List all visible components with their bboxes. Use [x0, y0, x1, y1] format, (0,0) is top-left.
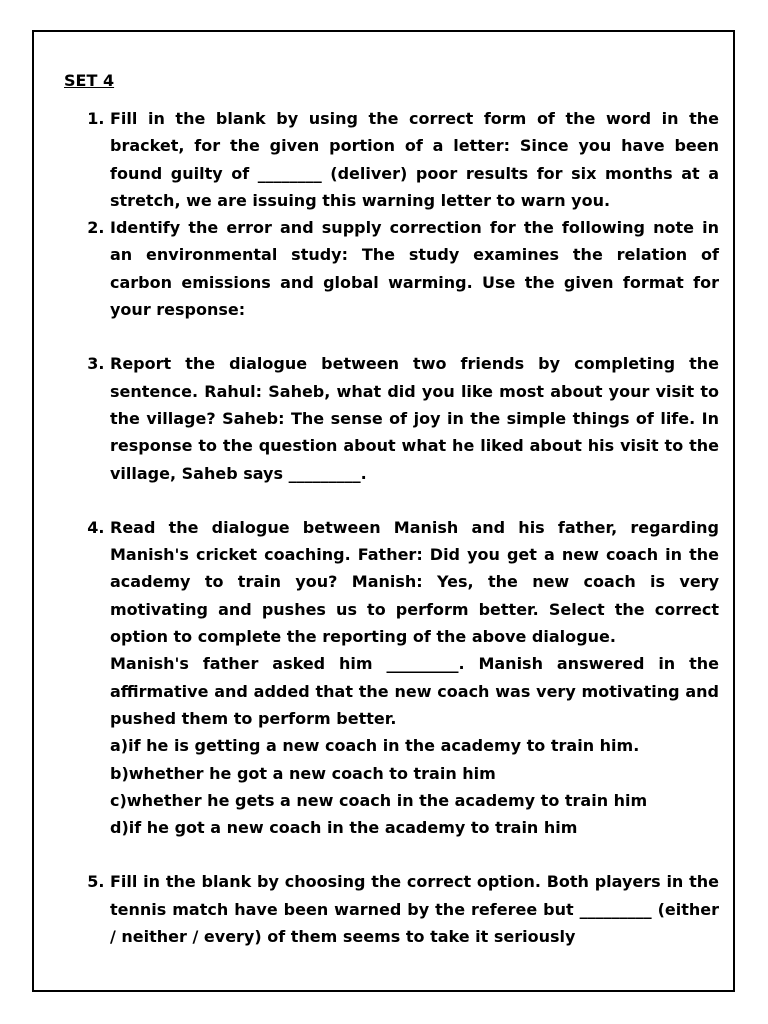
question-4 — [110, 514, 719, 842]
question-4-reporting: Manish's father asked him _________. Manish answered in the affirmative and added that the new coach was very motivating and pushed them to perform better. — [110, 654, 719, 728]
option-b: b)whether he got a new coach to train him — [110, 763, 496, 783]
question-3-text: Report the dialogue between two friends by completing the sentence. Rahul: Saheb, what did you like most about your visit to the village? Saheb: The sense of joy in the simple things of life. In response to the question about what he liked about his visit to the village, Saheb says _________. — [110, 354, 719, 483]
question-2-text: Identify the error and supply correction for the following note in an environmental study: The study examines the relation of carbon emissions and global warming. Use the given format for your response: — [110, 218, 719, 320]
option-d: d)if he got a new coach in the academy to train him — [110, 818, 578, 838]
question-5 — [110, 868, 719, 950]
question-list — [64, 105, 719, 950]
set-title: SET 4 — [64, 71, 115, 90]
question-1 — [110, 105, 719, 214]
question-3 — [110, 350, 719, 486]
question-2 — [110, 214, 719, 323]
option-c: c)whether he gets a new coach in the academy to train him — [110, 790, 648, 810]
question-4-text: 4. Read the dialogue between Manish and his father, regarding Manish's cricket coaching. Father: Did you get a new coach in the academy to train you? Manish: Yes, the new coach is very motivating and pushes us to perform better. Select the correct option to complete the reporting of the above dialogue. — [110, 517, 719, 647]
question-5-text: Fill in the blank by choosing the correct option. Both players in the tennis match have been warned by the referee but _________ (either / neither / every) of them seems to take it seriously — [110, 872, 719, 947]
option-a: a)if he is getting a new coach in the academy to train him. — [110, 736, 640, 756]
question-1-text: Fill in the blank by using the correct form of the word in the bracket, for the given portion of a letter: Since you have been found guilty of ________ (deliver) poor results for six months at a stretch, we are issuing this warning letter to warn you. — [110, 109, 719, 210]
